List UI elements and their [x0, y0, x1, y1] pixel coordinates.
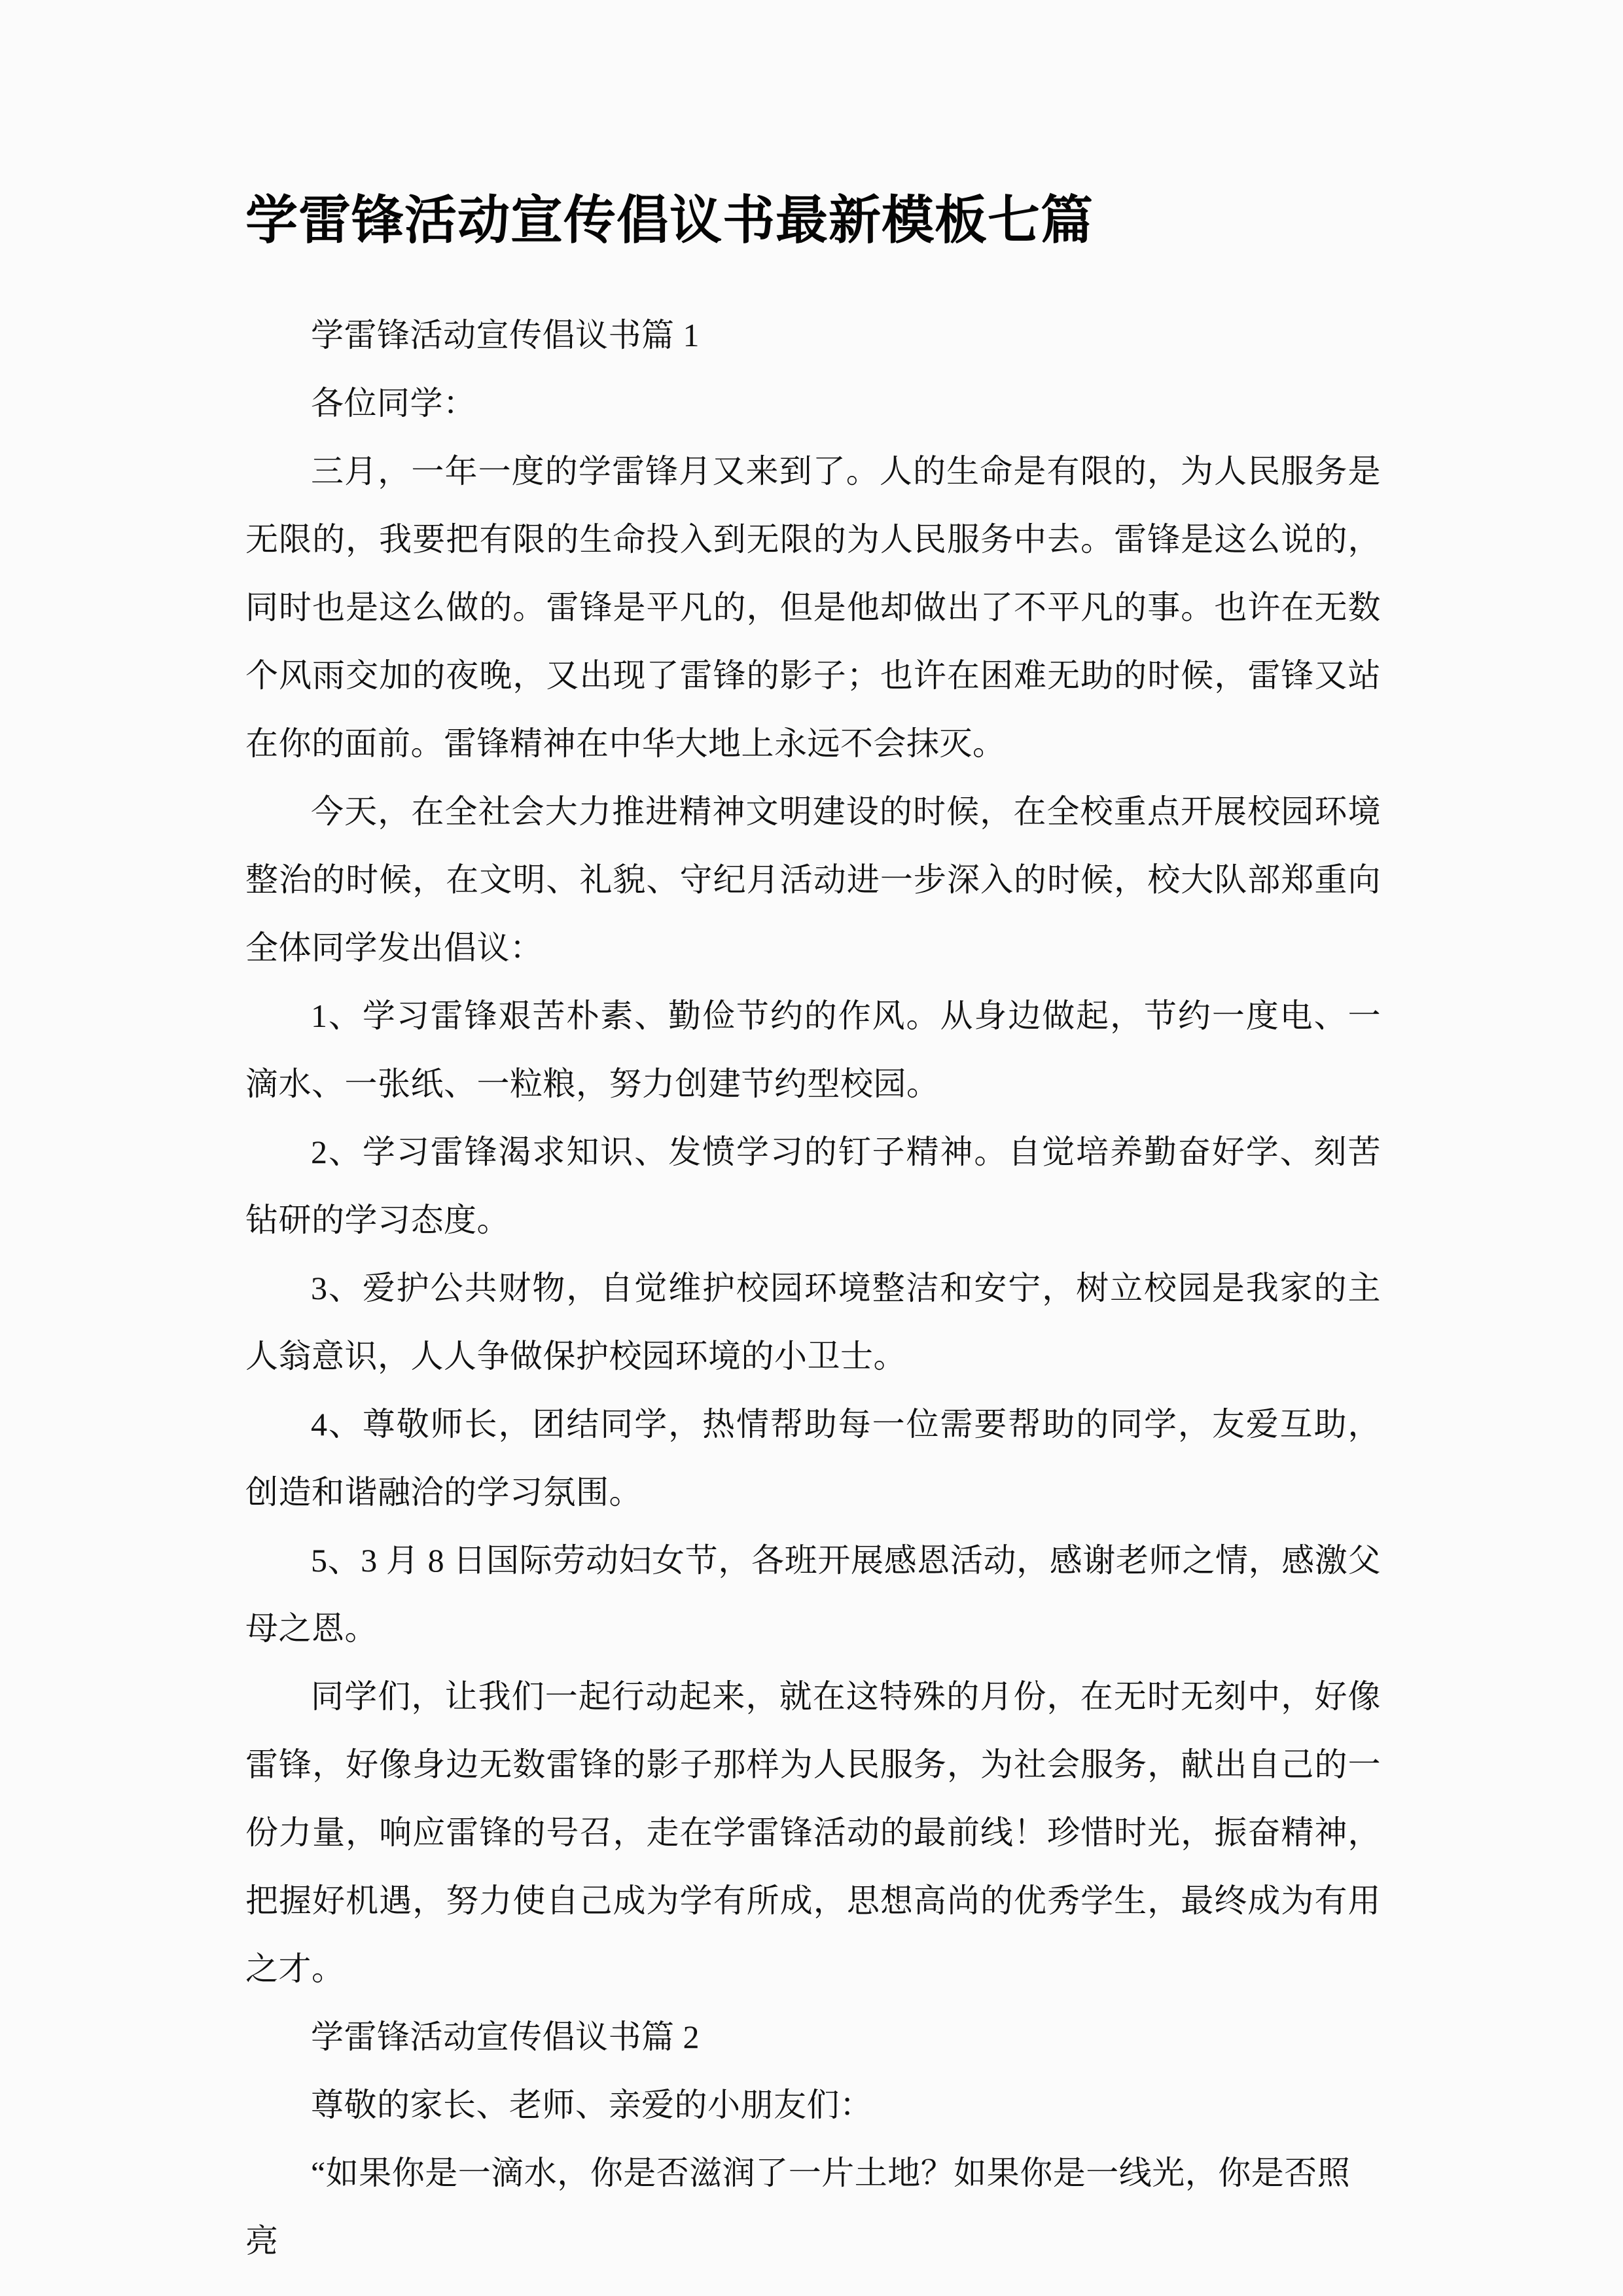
- section-heading-2: 学雷锋活动宣传倡议书篇 2: [311, 2018, 700, 2055]
- section-list-item-1-3: 3、爱护公共财物，自觉维护校园环境整洁和安宁，树立校园是我家的主人翁意识，人人争做保护校园环境的小卫士。: [245, 1269, 1381, 1374]
- section-salutation-2: 尊敬的家长、老师、亲爱的小朋友们：: [311, 2086, 873, 2123]
- section-list-item-1-2: 2、学习雷锋渴求知识、发愤学习的钉子精神。自觉培养勤奋好学、刻苦钻研的学习态度。: [245, 1133, 1381, 1238]
- page-content: [245, 0, 1381, 2275]
- section-list-item-1-5: 5、3 月 8 日国际劳动妇女节，各班开展感恩活动，感谢老师之情，感激父母之恩。: [245, 1541, 1381, 1647]
- section-list-item-1-4: 4、尊敬师长，团结同学，热情帮助每一位需要帮助的同学，友爱互助，创造和谐融洽的学习氛围。: [245, 1405, 1381, 1511]
- section-paragraph-1-1: 三月，一年一度的学雷锋月又来到了。人的生命是有限的，为人民服务是无限的，我要把有限的生命投入到无限的为人民服务中去。雷锋是这么说的，同时也是这么做的。雷锋是平凡的，但是他却做出了不平凡的事。也许在无数个风雨交加的夜晚，又出现了雷锋的影子；也许在困难无助的时候，雷锋又站在你的面前。雷锋精神在中华大地上永远不会抹灭。: [245, 452, 1381, 762]
- section-paragraph-2-1: “如果你是一滴水，你是否滋润了一片土地？如果你是一线光，你是否照亮: [245, 2154, 1351, 2259]
- section-heading-1: 学雷锋活动宣传倡议书篇 1: [311, 316, 700, 353]
- section-closing-1: 同学们，让我们一起行动起来，就在这特殊的月份，在无时无刻中，好像雷锋，好像身边无数雷锋的影子那样为人民服务，为社会服务，献出自己的一份力量，响应雷锋的号召，走在学雷锋活动的最前线！珍惜时光，振奋精神，把握好机遇，努力使自己成为学有所成，思想高尚的优秀学生，最终成为有用之才。: [245, 1677, 1381, 1987]
- section-salutation-1: 各位同学：: [311, 384, 476, 422]
- section-list-item-1-1: 1、学习雷锋艰苦朴素、勤俭节约的作风。从身边做起，节约一度电、一滴水、一张纸、一粒粮，努力创建节约型校园。: [245, 997, 1381, 1102]
- page-title: 学雷锋活动宣传倡议书最新模板七篇: [245, 192, 1094, 250]
- document-body: [245, 301, 1381, 2275]
- section-paragraph-1-2: 今天，在全社会大力推进精神文明建设的时候，在全校重点开展校园环境整治的时候，在文明、礼貌、守纪月活动进一步深入的时候，校大队部郑重向全体同学发出倡议：: [245, 793, 1381, 966]
